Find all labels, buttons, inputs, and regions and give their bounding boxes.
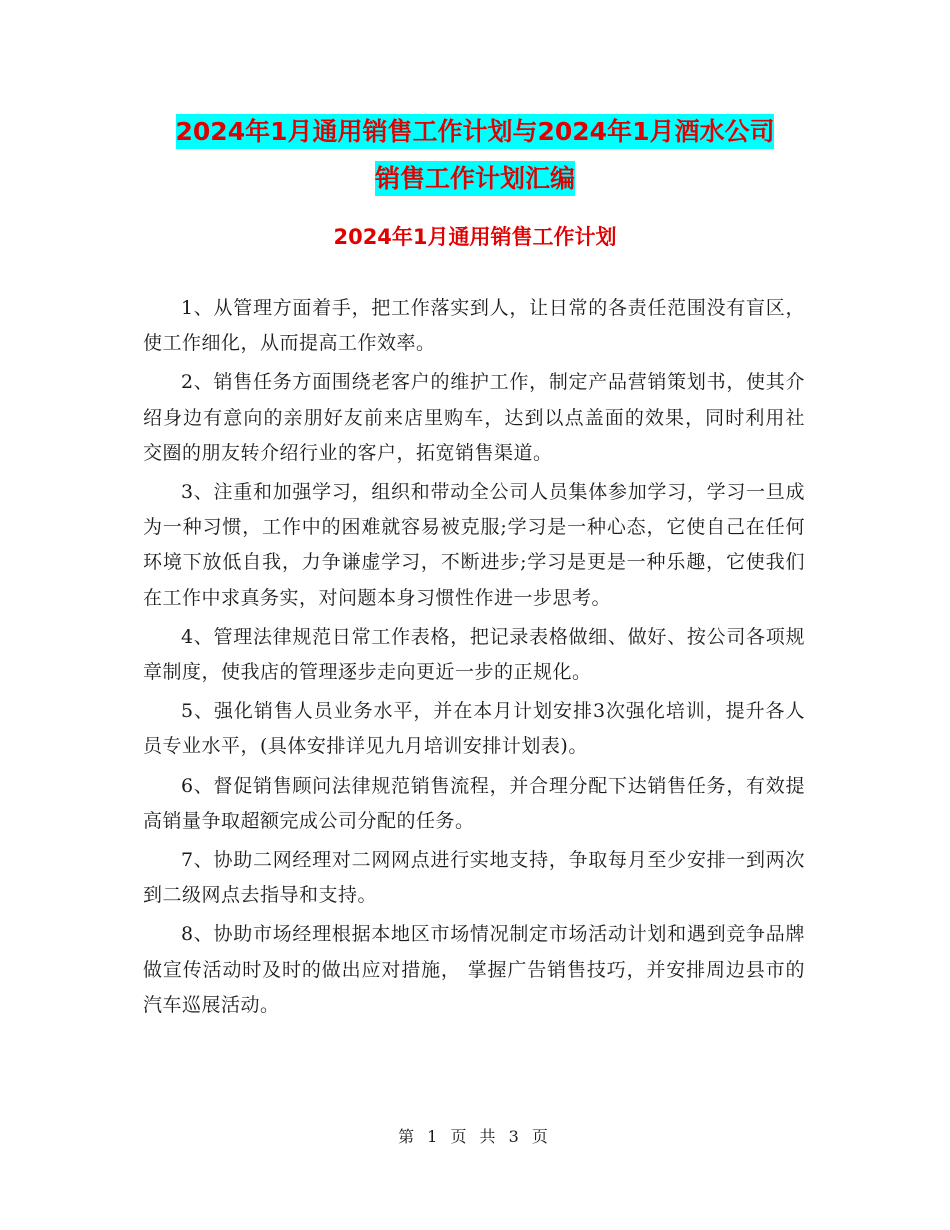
- page-footer: 第 1 页 共 3 页: [398, 1127, 552, 1146]
- document-body: [143, 291, 805, 1027]
- paragraph-7: 7、协助二网经理对二网网点进行实地支持，争取每月至少安排一到两次到二级网点去指导和支持。: [143, 849, 805, 907]
- paragraph-2: 2、销售任务方面围绕老客户的维护工作，制定产品营销策划书，使其介绍身边有意向的亲朋好友前来店里购车，达到以点盖面的效果，同时利用社交圈的朋友转介绍行业的客户，拓宽销售渠道。: [143, 371, 805, 464]
- paragraph-6: 6、督促销售顾问法律规范销售流程，并合理分配下达销售任务，有效提高销量争取超额完成公司分配的任务。: [143, 774, 805, 832]
- paragraph-3: 3、注重和加强学习，组织和带动全公司人员集体参加学习，学习一旦成为一种习惯，工作中的困难就容易被克服;学习是一种心态，它使自己在任何环境下放低自我，力争谦虚学习，不断进步;学习是更是一种乐趣，它使我们在工作中求真务实，对问题本身习惯性作进一步思考。: [143, 481, 805, 609]
- paragraph-8: 8、协助市场经理根据本地区市场情况制定市场活动计划和遇到竞争品牌做宣传活动时及时的做出应对措施， 掌握广告销售技巧，并安排周边县市的汽车巡展活动。: [143, 923, 805, 1016]
- document-title-line2: 销售工作计划汇编: [375, 161, 575, 196]
- document-title: [120, 108, 830, 202]
- section-title: 2024年1月通用销售工作计划: [333, 225, 617, 249]
- paragraph-1: 1、从管理方面着手，把工作落实到人，让日常的各责任范围没有盲区，使工作细化，从而提高工作效率。: [143, 297, 805, 355]
- paragraph-5: 5、强化销售人员业务水平，并在本月计划安排3次强化培训，提升各人员专业水平，(具体安排详见九月培训安排计划表)。: [143, 700, 805, 758]
- paragraph-4: 4、管理法律规范日常工作表格，把记录表格做细、做好、按公司各项规章制度，使我店的管理逐步走向更近一步的正规化。: [143, 625, 805, 684]
- document-title-line1: 2024年1月通用销售工作计划与2024年1月酒水公司: [176, 114, 775, 149]
